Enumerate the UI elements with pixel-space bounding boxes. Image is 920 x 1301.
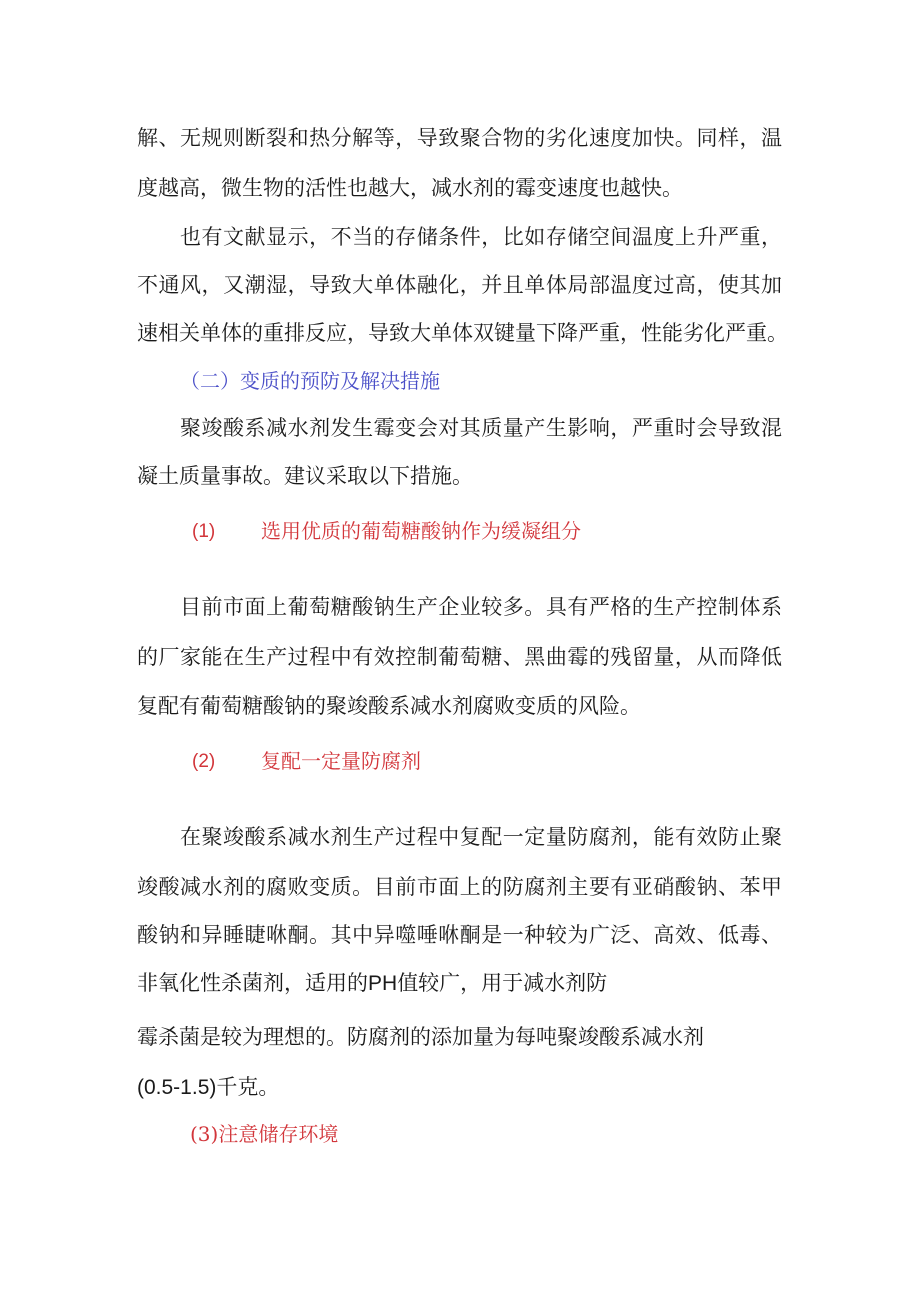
body-text-line: 凝土质量事故。建议采取以下措施。 (137, 464, 473, 488)
body-text-line: 也有文献显示，不当的存储条件，比如存储空间温度上升严重， (180, 225, 782, 249)
body-text-run: 非氧化性杀菌剂，适用的 (137, 971, 368, 995)
body-text-line (137, 1077, 279, 1098)
body-text-line (137, 973, 607, 994)
body-text-line: 速相关单体的重排反应，导致大单体双键量下降严重，性能劣化严重。 (137, 321, 788, 345)
item-number: (1) (192, 521, 216, 542)
section-heading: （二）变质的预防及解决措施 (180, 369, 440, 393)
body-text-line: 的厂家能在生产过程中有效控制葡萄糖、黑曲霉的残留量，从而降低 (137, 645, 782, 669)
item-heading: 复配一定量防腐剂 (261, 749, 421, 773)
body-text-line: 聚竣酸系减水剂发生霉变会对其质量产生影响，严重时会导致混 (180, 416, 782, 440)
item-heading: 选用优质的葡萄糖酸钠作为缓凝组分 (261, 519, 581, 543)
body-text-line: 目前市面上葡萄糖酸钠生产企业较多。具有严格的生产控制体系 (180, 595, 782, 619)
body-text-line: 霉杀菌是较为理想的。防腐剂的添加量为每吨聚竣酸系减水剂 (137, 1025, 704, 1049)
body-text-run: PH (368, 972, 398, 995)
body-text-run: (0.5-1.5) (137, 1076, 217, 1099)
body-text-line: 度越高，微生物的活性也越大，减水剂的霉变速度也越快。 (137, 176, 683, 200)
body-text-line: 不通风，又潮湿，导致大单体融化，并且单体局部温度过高，使其加 (137, 273, 782, 297)
body-text-line: 在聚竣酸系减水剂生产过程中复配一定量防腐剂，能有效防止聚 (180, 825, 782, 849)
body-text-line: 解、无规则断裂和热分解等，导致聚合物的劣化速度加快。同样，温 (137, 126, 782, 150)
item-number: (2) (192, 751, 216, 772)
body-text-line: 竣酸减水剂的腐败变质。目前市面上的防腐剂主要有亚硝酸钠、苯甲 (137, 875, 782, 899)
body-text-line: 酸钠和异睡睫咻酮。其中异噬唾咻酮是一种较为广泛、高效、低毒、 (137, 923, 782, 947)
body-text-line: 复配有葡萄糖酸钠的聚竣酸系减水剂腐败变质的风险。 (137, 694, 641, 718)
body-text-run: 值较广，用于减水剂防 (397, 971, 608, 995)
body-text-run: 千克。 (216, 1075, 280, 1099)
item-heading: (3)注意储存环境 (190, 1122, 339, 1146)
